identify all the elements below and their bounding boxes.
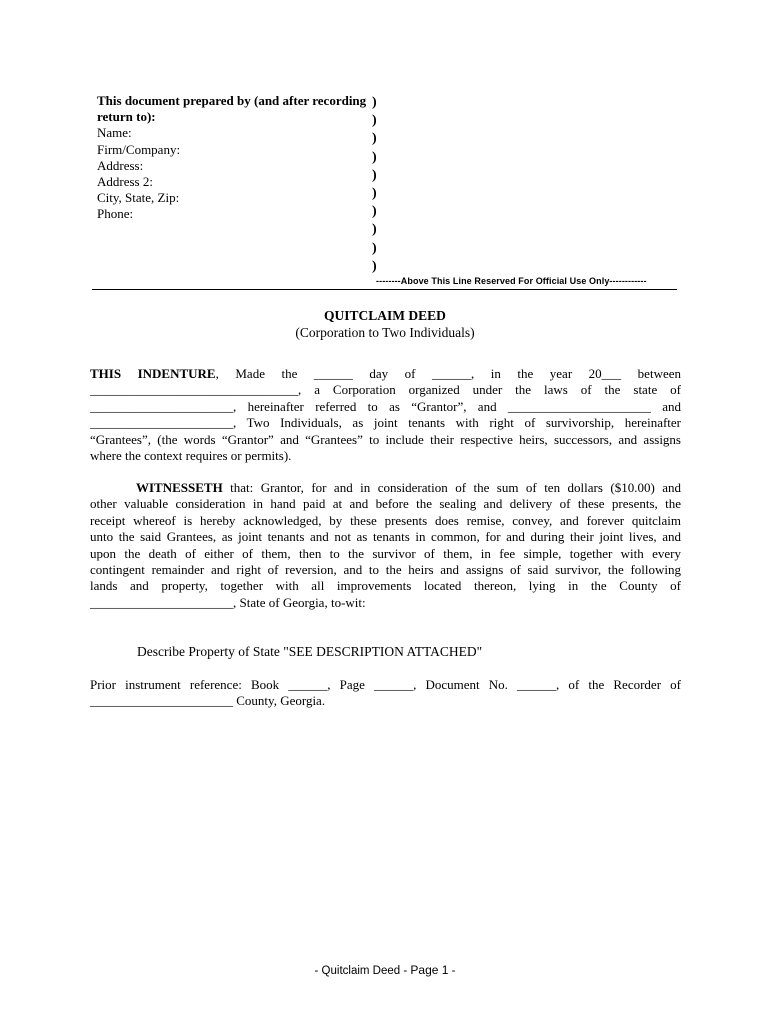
indenture-line: ________________________________, a Corporation organized under the laws of the state of: [90, 382, 681, 398]
page-footer: - Quitclaim Deed - Page 1 -: [314, 963, 456, 977]
bracket-mark: ): [372, 258, 377, 274]
indenture-paragraph: [90, 366, 681, 464]
bracket-mark: ): [372, 222, 377, 238]
document-subtitle: (Corporation to Two Individuals): [295, 325, 475, 340]
name-field-label: Name:: [97, 125, 132, 141]
firm-field-label: Firm/Company:: [97, 141, 181, 157]
bracket-mark: ): [372, 131, 377, 147]
bracket-column: [372, 94, 377, 276]
official-use-notice: --------Above This Line Reserved For Official Use Only------------: [376, 276, 647, 286]
prepared-by-heading-cont: return to):: [97, 109, 156, 125]
witnesseth-line: receipt whereof is hereby acknowledged, by these presents does remise, convey, and forever quitclaim: [90, 512, 681, 528]
indenture-line: THIS INDENTURE, Made the ______ day of ______, in the year 20___ between: [90, 366, 681, 381]
indenture-line: ______________________, Two Individuals, as joint tenants with right of survivorship, hereinafter: [90, 415, 681, 431]
property-description-note: Describe Property of State "SEE DESCRIPTION ATTACHED": [137, 644, 483, 659]
indenture-lead: THIS INDENTURE: [90, 366, 216, 381]
bracket-mark: ): [372, 113, 377, 129]
footer-doc-name: - Quitclaim Deed -: [314, 965, 411, 977]
indenture-line: ______________________, hereinafter referred to as “Grantor”, and ______________________ and: [90, 398, 681, 414]
prepared-by-block: [97, 93, 367, 223]
indenture-line: “Grantees”, (the words “Grantor” and “Grantees” to include their respective heirs, successors, and assigns: [90, 431, 681, 447]
prior-instrument-line: ______________________ County, Georgia.: [90, 693, 326, 709]
prior-instrument-paragraph: [90, 677, 681, 710]
witnesseth-paragraph: [90, 480, 681, 611]
city-state-zip-field-label: City, State, Zip:: [97, 190, 180, 206]
bracket-mark: ): [372, 204, 377, 220]
witnesseth-line: lands and property, together with all improvements located thereon, lying in the County of: [90, 578, 681, 594]
bracket-mark: ): [372, 186, 377, 202]
witnesseth-line: ______________________, State of Georgia, to-wit:: [90, 594, 366, 610]
phone-field-label: Phone:: [97, 206, 134, 222]
address2-field-label: Address 2:: [97, 174, 153, 190]
witnesseth-line: upon the death of either of them, then to the survivor of them, in fee simple, together with every: [90, 545, 681, 561]
witnesseth-line: WITNESSETH that: Grantor, for and in consideration of the sum of ten dollars ($10.00) and: [136, 480, 681, 495]
bracket-mark: ): [372, 149, 377, 165]
official-use-divider: [92, 289, 677, 290]
prepared-by-heading: This document prepared by (and after recording: [97, 93, 367, 108]
witnesseth-line: other valuable consideration in hand paid at and before the sealing and delivery of these presents, the: [90, 496, 681, 512]
bracket-mark: ): [372, 167, 377, 183]
bracket-mark: ): [372, 240, 377, 256]
witnesseth-line: contingent remainder and right of reversion, and to the heirs and assigns of said survivor, the following: [90, 562, 681, 578]
document-title: QUITCLAIM DEED: [324, 308, 446, 323]
prior-instrument-line: Prior instrument reference: Book ______, Page ______, Document No. ______, of the Recorder of: [90, 677, 681, 692]
witnesseth-line: unto the said Grantees, as joint tenants and not as tenants in common, for and during their joint lives, and: [90, 529, 681, 545]
address-field-label: Address:: [97, 157, 144, 173]
indenture-line: where the context requires or permits).: [90, 448, 292, 464]
bracket-mark: ): [372, 95, 377, 110]
page-number: Page 1: [410, 963, 449, 977]
witnesseth-lead: WITNESSETH: [136, 480, 223, 495]
